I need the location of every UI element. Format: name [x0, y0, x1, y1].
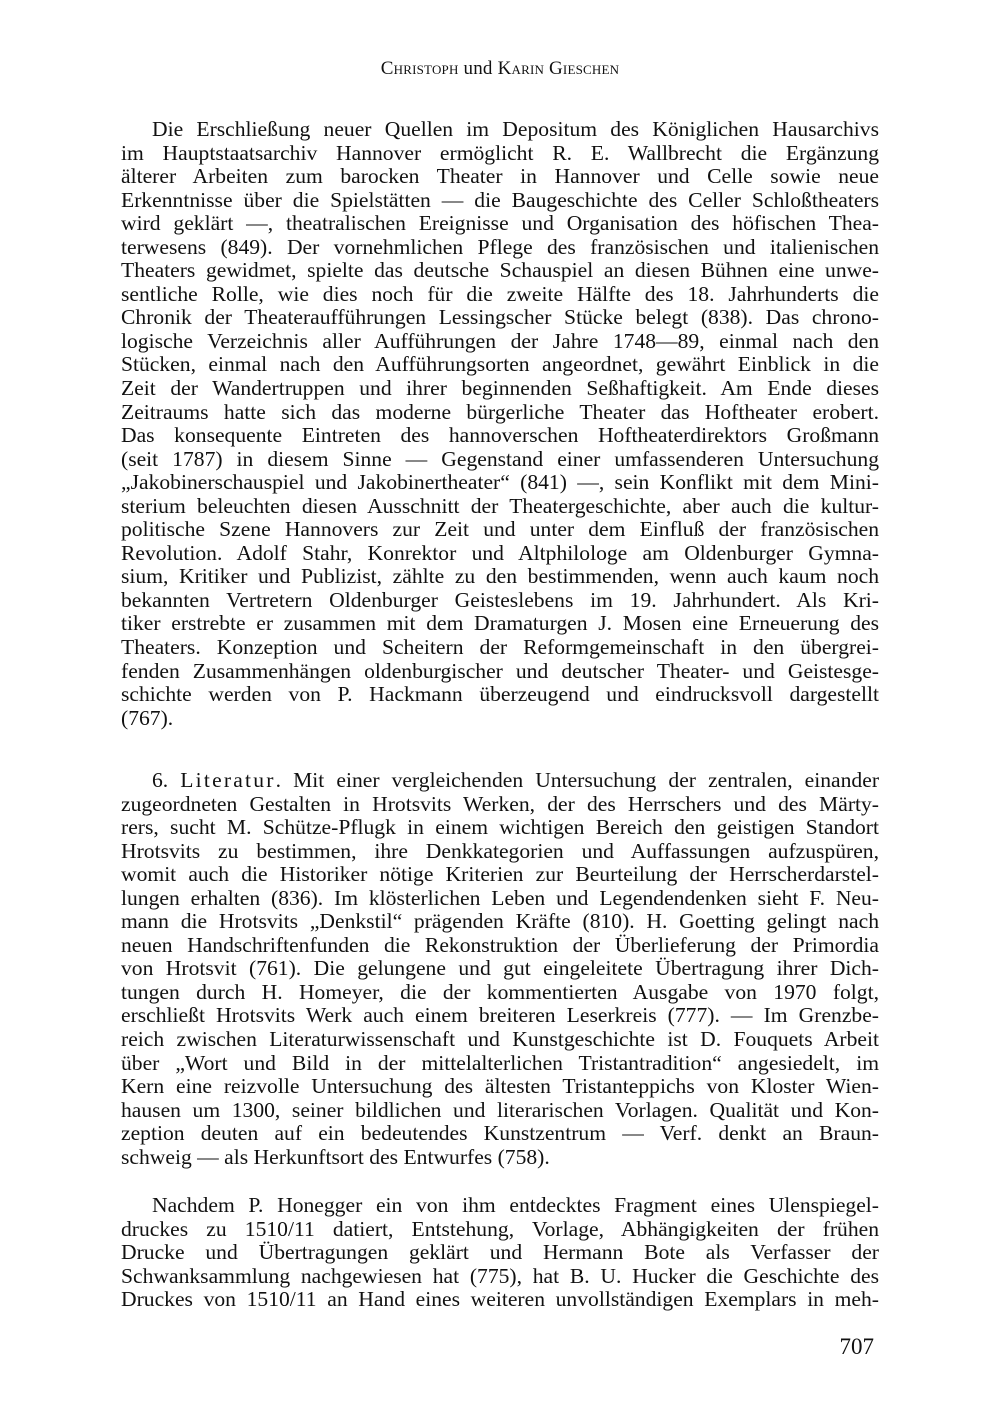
section-number: 6. — [152, 768, 181, 792]
text-line: Theaters. Konzeption und Scheitern der Reformgemeinschaft in den übergrei- — [121, 635, 879, 660]
section-heading: Literatur — [180, 768, 276, 792]
text-line: (767). — [121, 705, 174, 730]
paragraph-theater — [121, 118, 879, 730]
text-line: wird geklärt —, theatralischen Ereignisse und Organisation des höfischen Thea- — [121, 211, 879, 236]
text-line: älterer Arbeiten zum barocken Theater in Hannover und Celle sowie neue — [121, 164, 879, 189]
text-line: womit auch die Historiker nötige Kriterien zur Beurteilung der Herrscherdarstel- — [121, 862, 879, 887]
text-line: schichte werden von P. Hackmann überzeugend und eindrucksvoll dargestellt — [121, 682, 879, 707]
text-line: Nachdem P. Honegger ein von ihm entdecktes Fragment eines Ulenspiegel- — [152, 1193, 879, 1217]
text-line: Hrotsvits zu bestimmen, ihre Denkkategorien und Auffassungen aufzuspüren, — [121, 838, 879, 863]
text-line: schweig — als Herkunftsort des Entwurfes (758). — [121, 1144, 550, 1169]
text-line: im Hauptstaatsarchiv Hannover ermöglicht R. E. Wallbrecht die Ergänzung — [121, 140, 879, 165]
text-line: Druckes von 1510/11 an Hand eines weiteren unvollständigen Exemplars in meh- — [121, 1287, 879, 1312]
text-line: Theaters gewidmet, spielte das deutsche Schauspiel an diesen Bühnen eine unwe- — [121, 258, 879, 283]
text-line: mann die Hrotsvits „Denkstil“ prägenden Kräfte (810). H. Goetting gelingt nach — [121, 909, 879, 934]
text-line: reich zwischen Literaturwissenschaft und Kunstgeschichte ist D. Fouquets Arbeit — [121, 1027, 879, 1052]
text-line: zeption deuten auf ein bedeutendes Kunstzentrum — Verf. denkt an Braun- — [121, 1121, 879, 1146]
paragraph-body — [121, 118, 879, 730]
text-line: über „Wort und Bild in der mittelalterlichen Tristantradition“ angesiedelt, im — [121, 1050, 879, 1075]
text-line: terwesens (849). Der vornehmlichen Pflege des französischen und italienischen — [121, 234, 879, 259]
text-line: logische Verzeichnis aller Aufführungen der Jahre 1748—89, einmal nach den — [121, 328, 879, 353]
running-head-author-2: Karin Gieschen — [497, 58, 620, 79]
text-line: sterium beleuchten diesen Ausschnitt der Theatergeschichte, aber auch die kultur- — [121, 493, 879, 518]
paragraph-literature — [121, 769, 879, 1169]
text-line: erschließt Hrotsvits Werk auch einem breiteren Leserkreis (777). — Im Grenzbe- — [121, 1003, 879, 1028]
text-line: lungen erhalten (836). Im klösterlichen Leben und Legendendenken sieht F. Neu- — [121, 885, 879, 910]
running-head-author-1: Christoph — [380, 58, 459, 79]
paragraph-body — [121, 769, 879, 1169]
text-line: Drucke und Übertragungen geklärt und Hermann Bote als Verfasser der — [121, 1240, 879, 1265]
text-line: Erkenntnisse über die Spielstätten — die Baugeschichte des Celler Schloßtheaters — [121, 187, 879, 212]
text-line: Das konsequente Eintreten des hannoverschen Hoftheaterdirektors Großmann — [121, 423, 879, 448]
text-line: fenden Zusammenhängen oldenburgischer und deutscher Theater- und Geistesge- — [121, 658, 879, 683]
text-line: Chronik der Theateraufführungen Lessingscher Stücke belegt (838). Das chrono- — [121, 305, 879, 330]
text-line: Die Erschließung neuer Quellen im Depositum des Königlichen Hausarchivs — [152, 117, 879, 141]
page-number: 707 — [839, 1334, 874, 1359]
text-line: von Hrotsvit (761). Die gelungene und gut eingeleitete Übertragung ihrer Dich- — [121, 956, 879, 981]
text-line: Revolution. Adolf Stahr, Konrektor und Altphilologe am Oldenburger Gymna- — [121, 540, 879, 565]
text-line-with-heading — [121, 769, 879, 793]
text-line: tiker erstrebte er zusammen mit dem Dramaturgen J. Mosen eine Erneuerung des — [121, 611, 879, 636]
text-line: hausen um 1300, seiner bildlichen und literarischen Vorlagen. Qualität und Kon- — [121, 1097, 879, 1122]
running-head — [0, 58, 1000, 80]
text-line: Schwanksammlung nachgewiesen hat (775), hat B. U. Hucker die Geschichte des — [121, 1263, 879, 1288]
text-line: rers, sucht M. Schütze-Pflugk in einem wichtigen Bereich den geistigen Standort — [121, 815, 879, 840]
running-head-conjunction: und — [458, 58, 498, 79]
text-line: sentliche Rolle, wie dies noch für die zweite Hälfte des 18. Jahrhunderts die — [121, 281, 879, 306]
text-line: druckes zu 1510/11 datiert, Entstehung, Vorlage, Abhängigkeiten der frühen — [121, 1216, 879, 1241]
text-line: Zeit der Wandertruppen und ihrer beginnenden Seßhaftigkeit. Am Ende dieses — [121, 376, 879, 401]
text-line: tungen durch H. Homeyer, die der kommentierten Ausgabe von 1970 folgt, — [121, 979, 879, 1004]
text-line: zugeordneten Gestalten in Hrotsvits Werken, der des Herrschers und des Märty- — [121, 791, 879, 816]
text-line: Kern eine reizvolle Untersuchung des ältesten Tristanteppichs von Kloster Wien- — [121, 1074, 879, 1099]
text-line: (seit 1787) in diesem Sinne — Gegenstand einer umfassenderen Untersuchung — [121, 446, 879, 471]
text-fragment: . Mit einer vergleichenden Untersuchung der zentralen, einander — [275, 768, 880, 792]
text-line: „Jakobinerschauspiel und Jakobinertheater“ (841) —, sein Konflikt mit dem Mini- — [121, 470, 879, 495]
text-line: Zeitraums hatte sich das moderne bürgerliche Theater das Hoftheater erobert. — [121, 399, 879, 424]
paragraph-ulenspiegel — [121, 1194, 879, 1312]
text-line: Stücken, einmal nach den Aufführungsorten angeordnet, gewährt Einblick in die — [121, 352, 879, 377]
text-line: neuen Handschriftenfunden die Rekonstruktion der Überlieferung der Primordia — [121, 932, 879, 957]
paragraph-body — [121, 1194, 879, 1312]
text-line: sium, Kritiker und Publizist, zählte zu den bestimmenden, wenn auch kaum noch — [121, 564, 879, 589]
text-line: politische Szene Hannovers zur Zeit und unter dem Einfluß der französischen — [121, 517, 879, 542]
text-line: bekannten Vertretern Oldenburger Geisteslebens im 19. Jahrhundert. Als Kri- — [121, 587, 879, 612]
